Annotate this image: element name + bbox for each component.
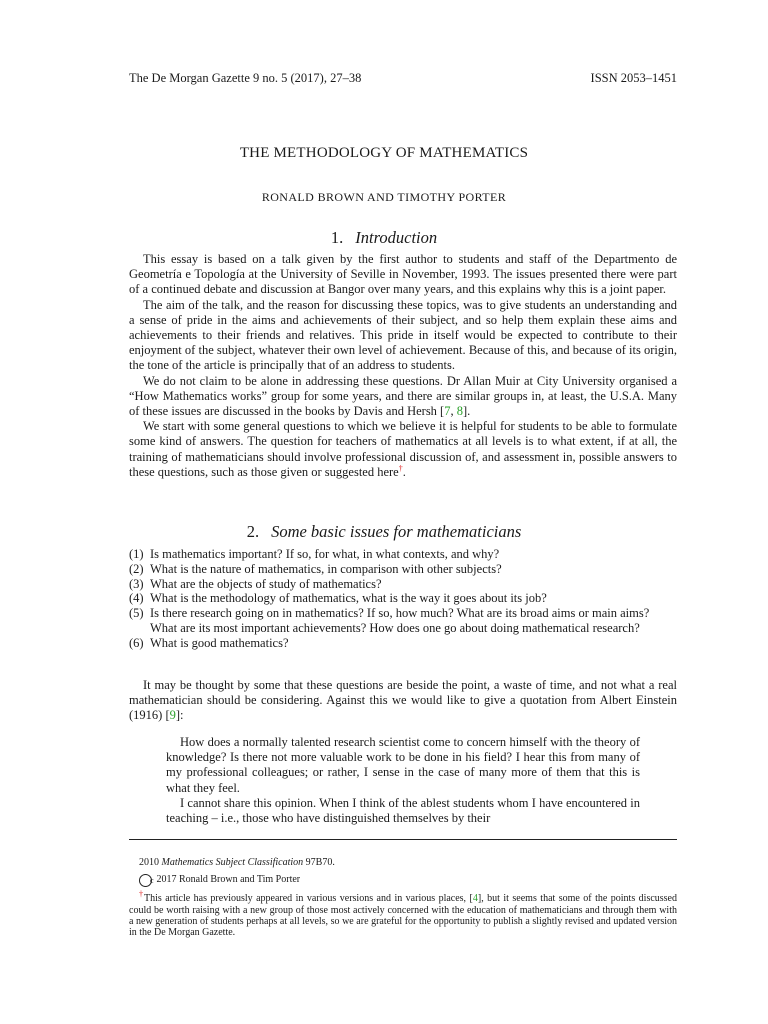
list-item-text: Is there research going on in mathematics? If so, how much? What are its broad aims or main aims? What are its most important achievements? How does one go about doing mathematical research? [150,606,650,635]
journal-citation: The De Morgan Gazette 9 no. 5 (2017), 27–38 [129,71,362,85]
msc-label: Mathematics Subject Classification [161,857,304,868]
list-item [129,577,677,592]
list-item-text: What is the nature of mathematics, in comparison with other subjects? [150,561,502,576]
running-head [129,71,677,86]
list-item-text: What is the methodology of mathematics, what is the way it goes about its job? [150,591,547,606]
intro-paragraph-4-end: . [402,464,406,479]
list-item-text: Is mathematics important? If so, for what, in what contexts, and why? [150,547,500,561]
list-item [129,606,677,636]
citation-link-8[interactable]: 8 [456,404,463,419]
einstein-intro-text: It may be thought by some that these questions are beside the point, a waste of time, and not what a real mathematician should be considering. Against this we would like to give a quotation from Albert Einstein (1916) [ [129,678,677,723]
citation-link-4[interactable]: 4 [472,893,478,905]
paper-authors: RONALD BROWN AND TIMOTHY PORTER [261,190,507,204]
section-1-number: 1. [330,228,344,247]
list-item-marker: (1) [129,547,144,561]
list-item [129,547,677,562]
list-item-marker: (2) [129,561,144,576]
msc-classification [129,857,677,868]
section-1-body [129,252,677,480]
section-1-heading [0,228,768,248]
section-2-number: 2. [246,522,260,541]
issn-number: ISSN 2053–1451 [590,71,677,85]
paper-title: THE METHODOLOGY OF MATHEMATICS [239,145,529,161]
intro-paragraph-4-text: We start with some general questions to which we believe it is helpful for students to be able to formulate some kind of answers. The question for teachers of mathematics at all levels is to what extent, if at all, the training of mathematicians should involve professional discussion of, and assessment in, possible answers to these questions, such as those given or suggested here [129,419,677,479]
intro-paragraph-3-text: We do not claim to be alone in addressing these questions. Dr Allan Muir at City University organised a “How Mathematics works” group for some years, and there are similar groups in, at least, the U.S.A. Many of these issues are discussed in the books by Davis and Hersh [ [129,373,677,419]
section-2-body [129,678,677,724]
section-2-title: Some basic issues for mathematicians [271,522,522,541]
citation-link-7[interactable]: 7 [444,404,451,419]
msc-year: 2010 [139,857,159,868]
intro-paragraph-4 [129,419,677,480]
list-item-marker: (5) [129,606,144,621]
intro-paragraph-2: The aim of the talk, and the reason for discussing these topics, was to give students an understanding and a sense of pride in the aims and achievements of their subject, and so help them explain these aims and achievements to their friends and relatives. This pride in itself would be expected to contribute to their enjoyment of the subject, whatever their own level of achievement. Because of this, and because of its origin, the tone of the article is principally that of an address to students. [129,297,677,373]
intro-paragraph-3-end: ]. [462,404,471,419]
footnotes [129,857,677,938]
list-item-marker: (3) [129,576,144,591]
einstein-intro-paragraph [129,678,677,724]
copyright-icon: c [139,874,152,887]
footnote-text-end: ], but it seems that some of the points discussed could be worth raising with a new group of those most actively concerned with the education of mathematicians and through them with a new generation of students perhaps at all levels, so we are grateful for the opportunity to publish a slightly revised and updated version in the De Morgan Gazette. [129,893,677,939]
footnote-text: This article has previously appeared in various versions and in various places, [ [143,893,473,905]
list-item-text: What is good mathematics? [150,635,289,650]
list-item-marker: (6) [129,635,144,650]
footnote-dagger: † [139,889,144,899]
citation-separator: , [450,404,457,419]
list-item-marker: (4) [129,591,144,606]
msc-code: 97B70. [305,857,335,868]
intro-paragraph-3 [129,374,677,420]
citation-link-9[interactable]: 9 [169,708,176,723]
einstein-quotation [166,735,640,826]
section-1-title: Introduction [355,228,438,247]
section-2-heading [0,522,768,542]
copyright-notice [129,874,677,887]
list-item [129,591,677,606]
list-item [129,636,677,651]
einstein-intro-end: ]: [175,708,184,723]
publication-footnote [129,889,677,939]
footnote-divider [129,839,677,840]
copyright-text: 2017 Ronald Brown and Tim Porter [156,874,301,886]
intro-paragraph-1: This essay is based on a talk given by the first author to students and staff of the Departmento de Geometría e Topología at the University of Seville in November, 1993. The issues presented there were part of a continued debate and discussion at Bangor over many years, and this explains why this is a joint paper. [129,252,677,297]
question-list [129,547,677,651]
list-item-text: What are the objects of study of mathematics? [150,576,382,591]
list-item [129,562,677,577]
quote-paragraph-2: I cannot share this opinion. When I think of the ablest students whom I have encountered in teaching – i.e., those who have distinguished themselves by their [166,795,640,826]
quote-paragraph-1: How does a normally talented research scientist come to concern himself with the theory of knowledge? Is there not more valuable work to be done in his field? I hear this from many of my professional colleagues; or rather, I sense in the case of many more of them that this is what they feel. [166,735,640,795]
footnote-mark-link[interactable]: † [398,463,403,473]
